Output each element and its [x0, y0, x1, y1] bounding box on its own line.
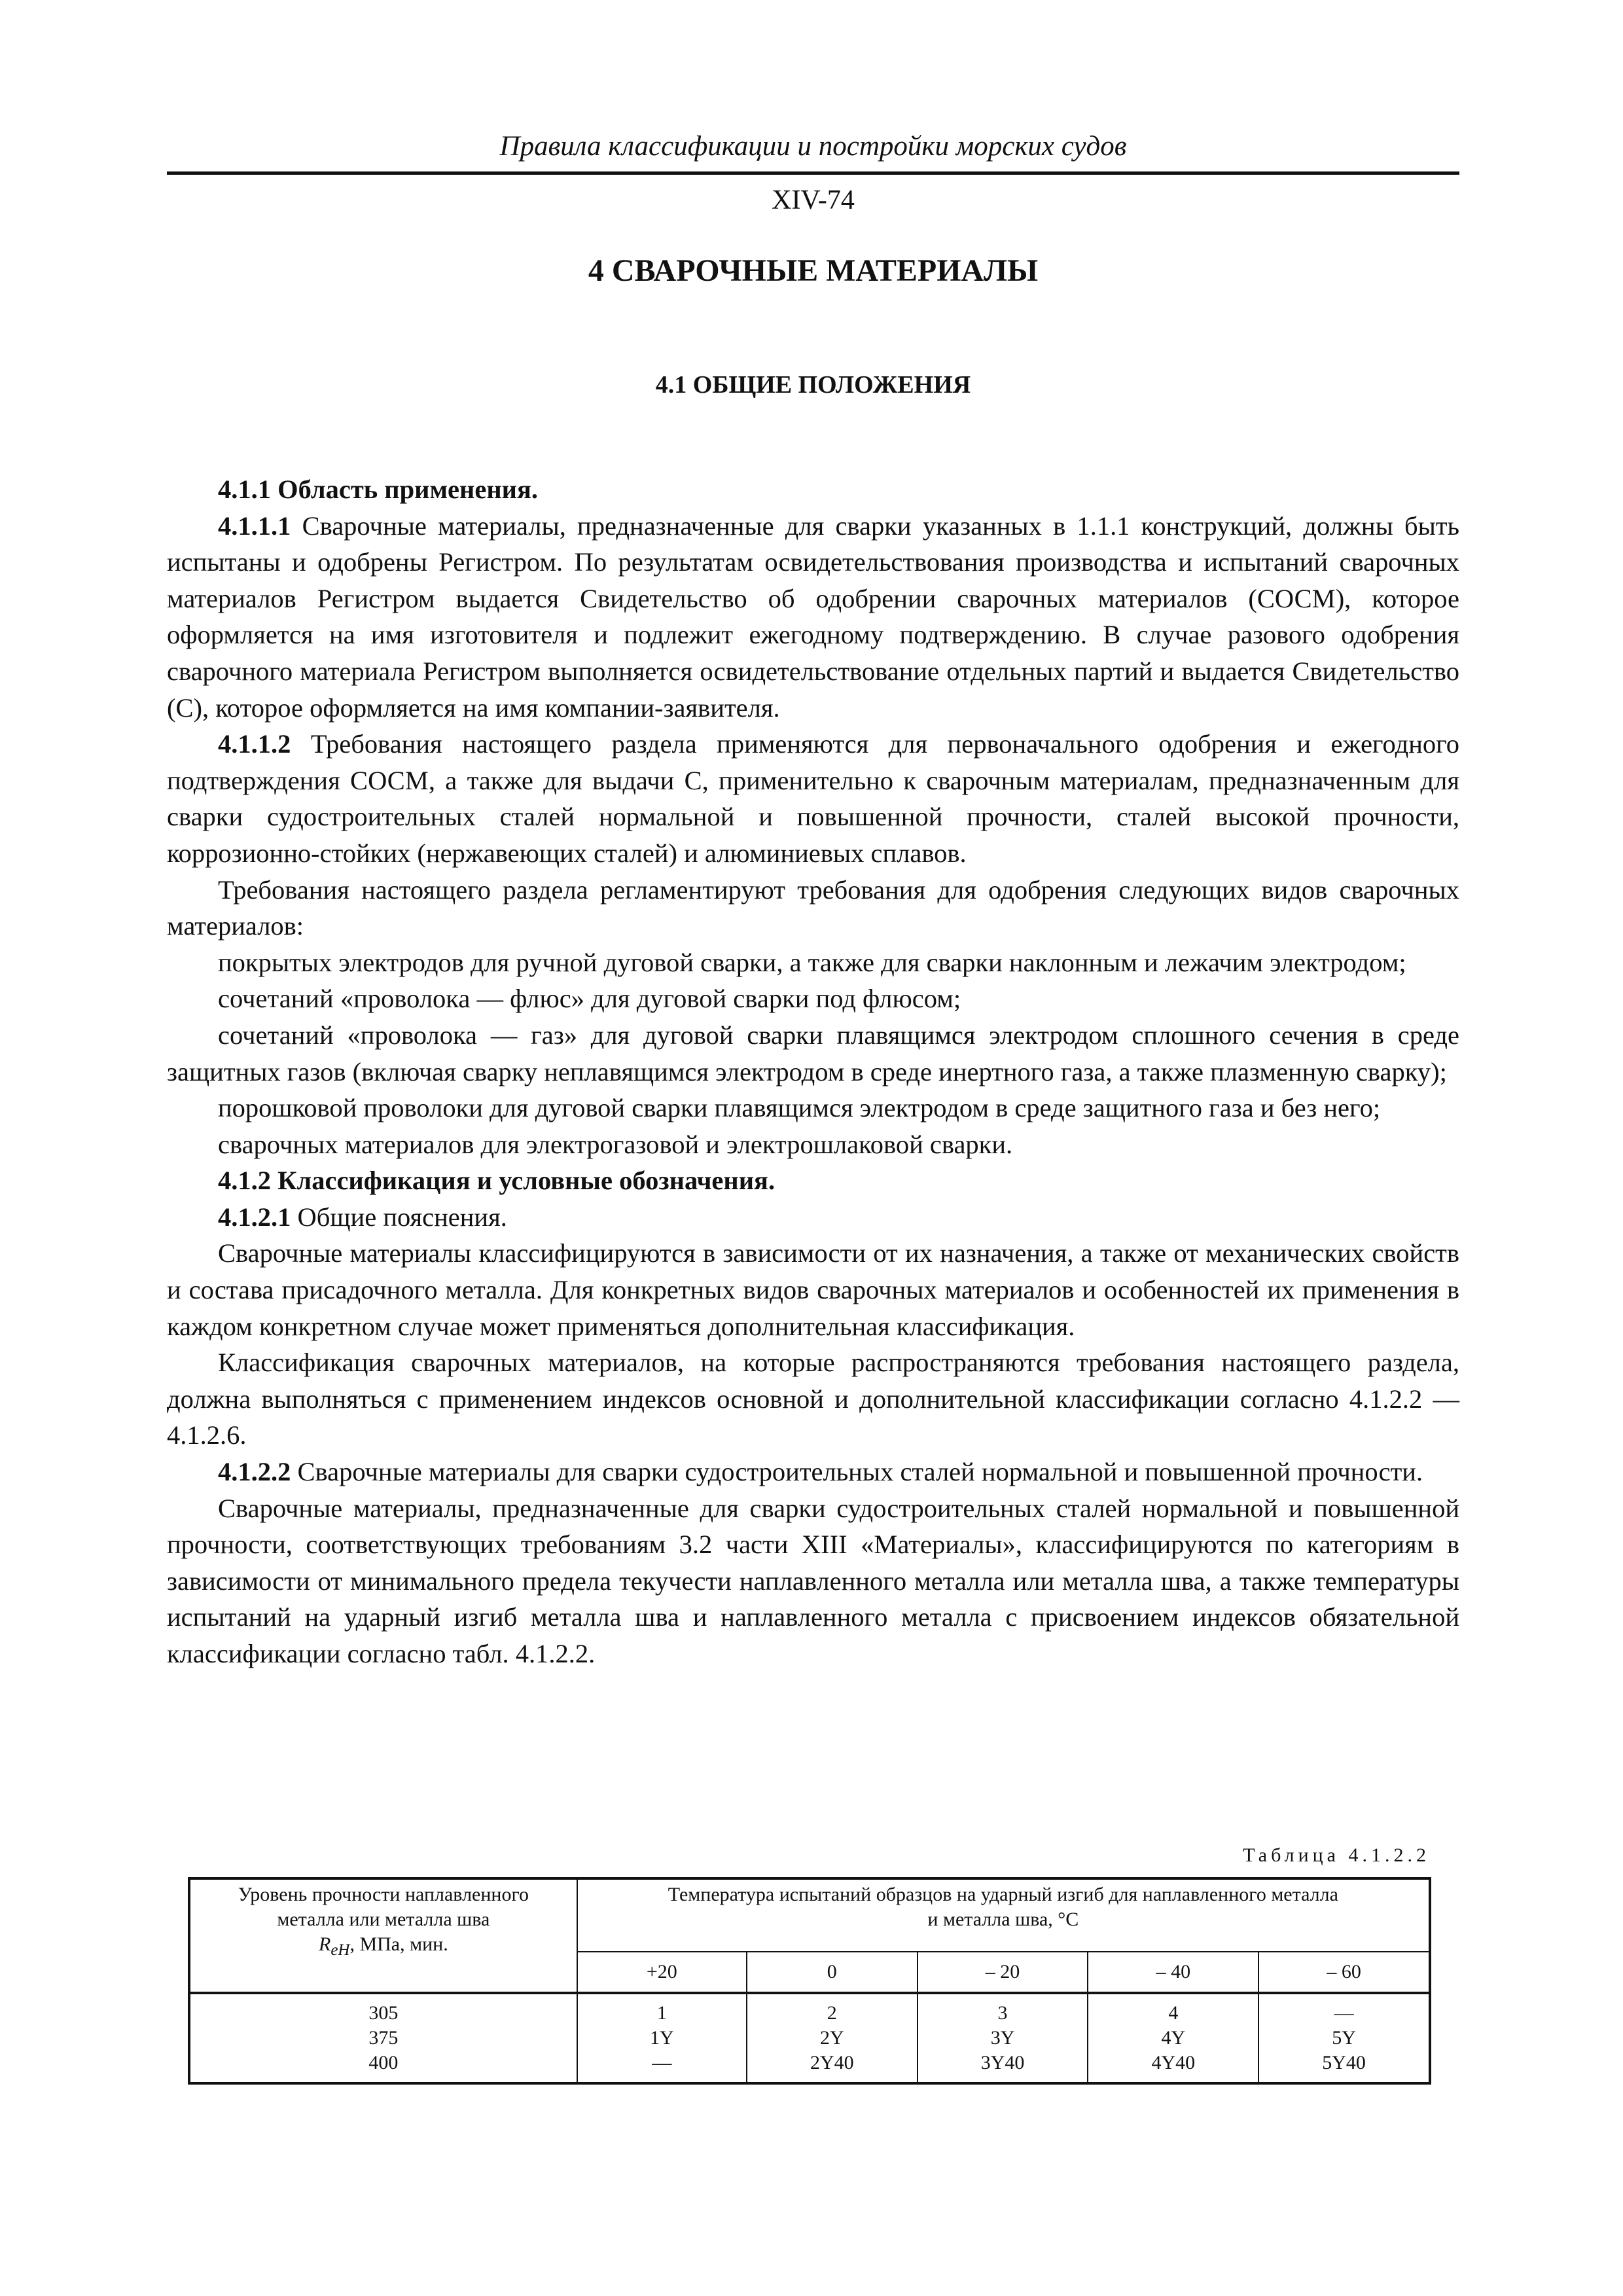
paragraph — [167, 1235, 1459, 1344]
paragraph-number: 4.1.2.1 — [218, 1202, 291, 1232]
grade-cell — [577, 1993, 747, 2083]
grade-value: 4Y — [1161, 2027, 1186, 2049]
page-number: XIV-74 — [772, 185, 855, 215]
paragraph-number: 4.1.1 Область применения. — [218, 475, 539, 504]
temperature-header-line: Температура испытаний образцов на ударный изгиб для наплавленного металла — [668, 1884, 1338, 1905]
grade-value: 3Y — [990, 2027, 1015, 2049]
table-row — [189, 1993, 1430, 2083]
paragraph-text: Сварочные материалы для сварки судостроительных сталей нормальной и повышенной прочности. — [291, 1457, 1423, 1487]
paragraph — [167, 872, 1459, 944]
grade-cell — [747, 1993, 918, 2083]
paragraph-number: 4.1.2.2 — [218, 1457, 291, 1487]
table-caption: Таблица 4.1.2.2 — [1243, 1844, 1430, 1866]
paragraph-text: сочетаний «проволока — флюс» для дуговой сварки под флюсом; — [218, 984, 961, 1014]
paragraph — [167, 1199, 1459, 1236]
strength-level: 305 — [368, 2002, 399, 2024]
paragraph — [167, 1454, 1459, 1490]
grade-cell — [1258, 1993, 1430, 2083]
grade-value: 5Y — [1332, 2027, 1356, 2049]
paragraph-text: сочетаний «проволока — газ» для дуговой сварки плавящимся электродом сплошного сечения в среде защитных газов (включая сварку неплавящимся электродом в среде инертного газа, а также плазменную сварку); — [167, 1020, 1459, 1086]
temp-col-header: – 40 — [1088, 1952, 1258, 1993]
paragraph — [167, 1344, 1459, 1454]
strength-level: 375 — [368, 2027, 399, 2049]
paragraph-text: Требования настоящего раздела применяются для первоначального одобрения и ежегодного подтверждения СОСМ, а также для выдачи С, применительно к сварочным материалам, предназначенным для сварки судостроительных сталей нормальной и повышенной прочности, сталей высокой прочности, коррозионно-стойких (нержавеющих сталей) и алюминиевых сплавов. — [167, 729, 1459, 868]
grade-value: 5Y40 — [1322, 2052, 1366, 2073]
body-text — [167, 471, 1459, 1672]
temperature-header-cell — [577, 1878, 1430, 1952]
paragraph — [167, 1126, 1459, 1163]
temp-col-header: – 20 — [918, 1952, 1088, 1993]
classification-table — [188, 1877, 1431, 2085]
paragraph-text: Сварочные материалы, предназначенные для сварки судостроительных сталей нормальной и повышенной прочности, соответствующих требованиям 3.2 части XIII «Материалы», классифицируются по категориям в зависимости от минимального предела текучести наплавленного металла или металла шва, а также температуры испытаний на ударный изгиб металла шва и наплавленного металла с присвоением индексов обязательной классификации согласно табл. 4.1.2.2. — [167, 1493, 1459, 1668]
paragraph — [167, 471, 1459, 508]
section-title: 4.1 ОБЩИЕ ПОЛОЖЕНИЯ — [655, 371, 971, 399]
strength-header-line: Уровень прочности наплавленного — [238, 1884, 529, 1905]
paragraph-number: 4.1.1.1 — [218, 511, 291, 541]
paragraph-text: Сварочные материалы, предназначенные для сварки указанных в 1.1.1 конструкций, должны быть испытаны и одобрены Регистром. По результатам освидетельствования производства и испытаний сварочных материалов Регистром выдается Свидетельство об одобрении сварочных материалов (СОСМ), которое оформляется на имя изготовителя и подлежит ежегодному подтверждению. В случае разового одобрения сварочного материала Регистром выполняется освидетельствование отдельных партий и выдается Свидетельство (С), которое оформляется на имя компании-заявителя. — [167, 511, 1459, 723]
reh-symbol: R — [318, 1933, 331, 1955]
strength-level: 400 — [368, 2052, 399, 2073]
paragraph-text: сварочных материалов для электрогазовой и электрошлаковой сварки. — [218, 1129, 1013, 1159]
paragraph — [167, 980, 1459, 1017]
grade-value: 1 — [656, 2002, 667, 2024]
paragraph-text: Сварочные материалы классифицируются в зависимости от их назначения, а также от механических свойств и состава присадочного металла. Для конкретных видов сварочных материалов и особенностей их применения в каждом конкретном случае может применяться дополнительная классификация. — [167, 1238, 1459, 1341]
paragraph-number: 4.1.1.2 — [218, 729, 291, 759]
grade-value: 3 — [997, 2002, 1008, 2024]
paragraph-text: Общие пояснения. — [291, 1202, 507, 1232]
grade-value: 2 — [827, 2002, 837, 2024]
grade-value: 4 — [1168, 2002, 1179, 2024]
grade-value: 4Y40 — [1151, 2052, 1196, 2073]
paragraph-text: порошковой проволоки для дуговой сварки плавящимся электродом в среде защитного газа и без него; — [218, 1093, 1381, 1123]
paragraph-text: Требования настоящего раздела регламентируют требования для одобрения следующих видов сварочных материалов: — [167, 874, 1459, 941]
running-title: Правила классификации и постройки морских судов — [499, 131, 1127, 162]
grade-value: — — [1334, 2002, 1354, 2024]
paragraph — [167, 1090, 1459, 1126]
grade-cell — [1088, 1993, 1258, 2083]
strength-header-line — [196, 1932, 571, 1963]
temp-col-header: +20 — [577, 1952, 747, 1993]
grade-value: 1Y — [649, 2027, 674, 2049]
paragraph — [167, 1162, 1459, 1199]
paragraph — [167, 726, 1459, 871]
strength-header-cell — [189, 1878, 577, 1993]
paragraph — [167, 508, 1459, 726]
header-rule — [167, 171, 1459, 175]
chapter-title: 4 СВАРОЧНЫЕ МАТЕРИАЛЫ — [588, 253, 1039, 288]
temperature-header-line: и металла шва, °C — [927, 1909, 1079, 1930]
strength-header-line: металла или металла шва — [277, 1909, 490, 1930]
grade-cell — [918, 1993, 1088, 2083]
temp-col-header: – 60 — [1258, 1952, 1430, 1993]
strength-levels-cell — [189, 1993, 577, 2083]
paragraph — [167, 1017, 1459, 1090]
grade-value: 2Y — [819, 2027, 844, 2049]
paragraph — [167, 944, 1459, 981]
paragraph-text: покрытых электродов для ручной дуговой сварки, а также для сварки наклонным и лежачим электродом; — [218, 947, 1406, 977]
strength-unit: , МПа, мин. — [349, 1933, 448, 1955]
reh-subscript: eH — [330, 1941, 350, 1959]
temp-col-header: 0 — [747, 1952, 918, 1993]
grade-value: — — [652, 2052, 672, 2073]
grade-value: 3Y40 — [980, 2052, 1025, 2073]
paragraph-text: Классификация сварочных материалов, на которые распространяются требования настоящего раздела, должна выполняться с применением индексов основной и дополнительной классификации согласно 4.1.2.2 — 4.1.2.6. — [167, 1348, 1459, 1450]
paragraph — [167, 1490, 1459, 1672]
grade-value: 2Y40 — [810, 2052, 854, 2073]
paragraph-number: 4.1.2 Классификация и условные обозначения. — [218, 1166, 776, 1196]
